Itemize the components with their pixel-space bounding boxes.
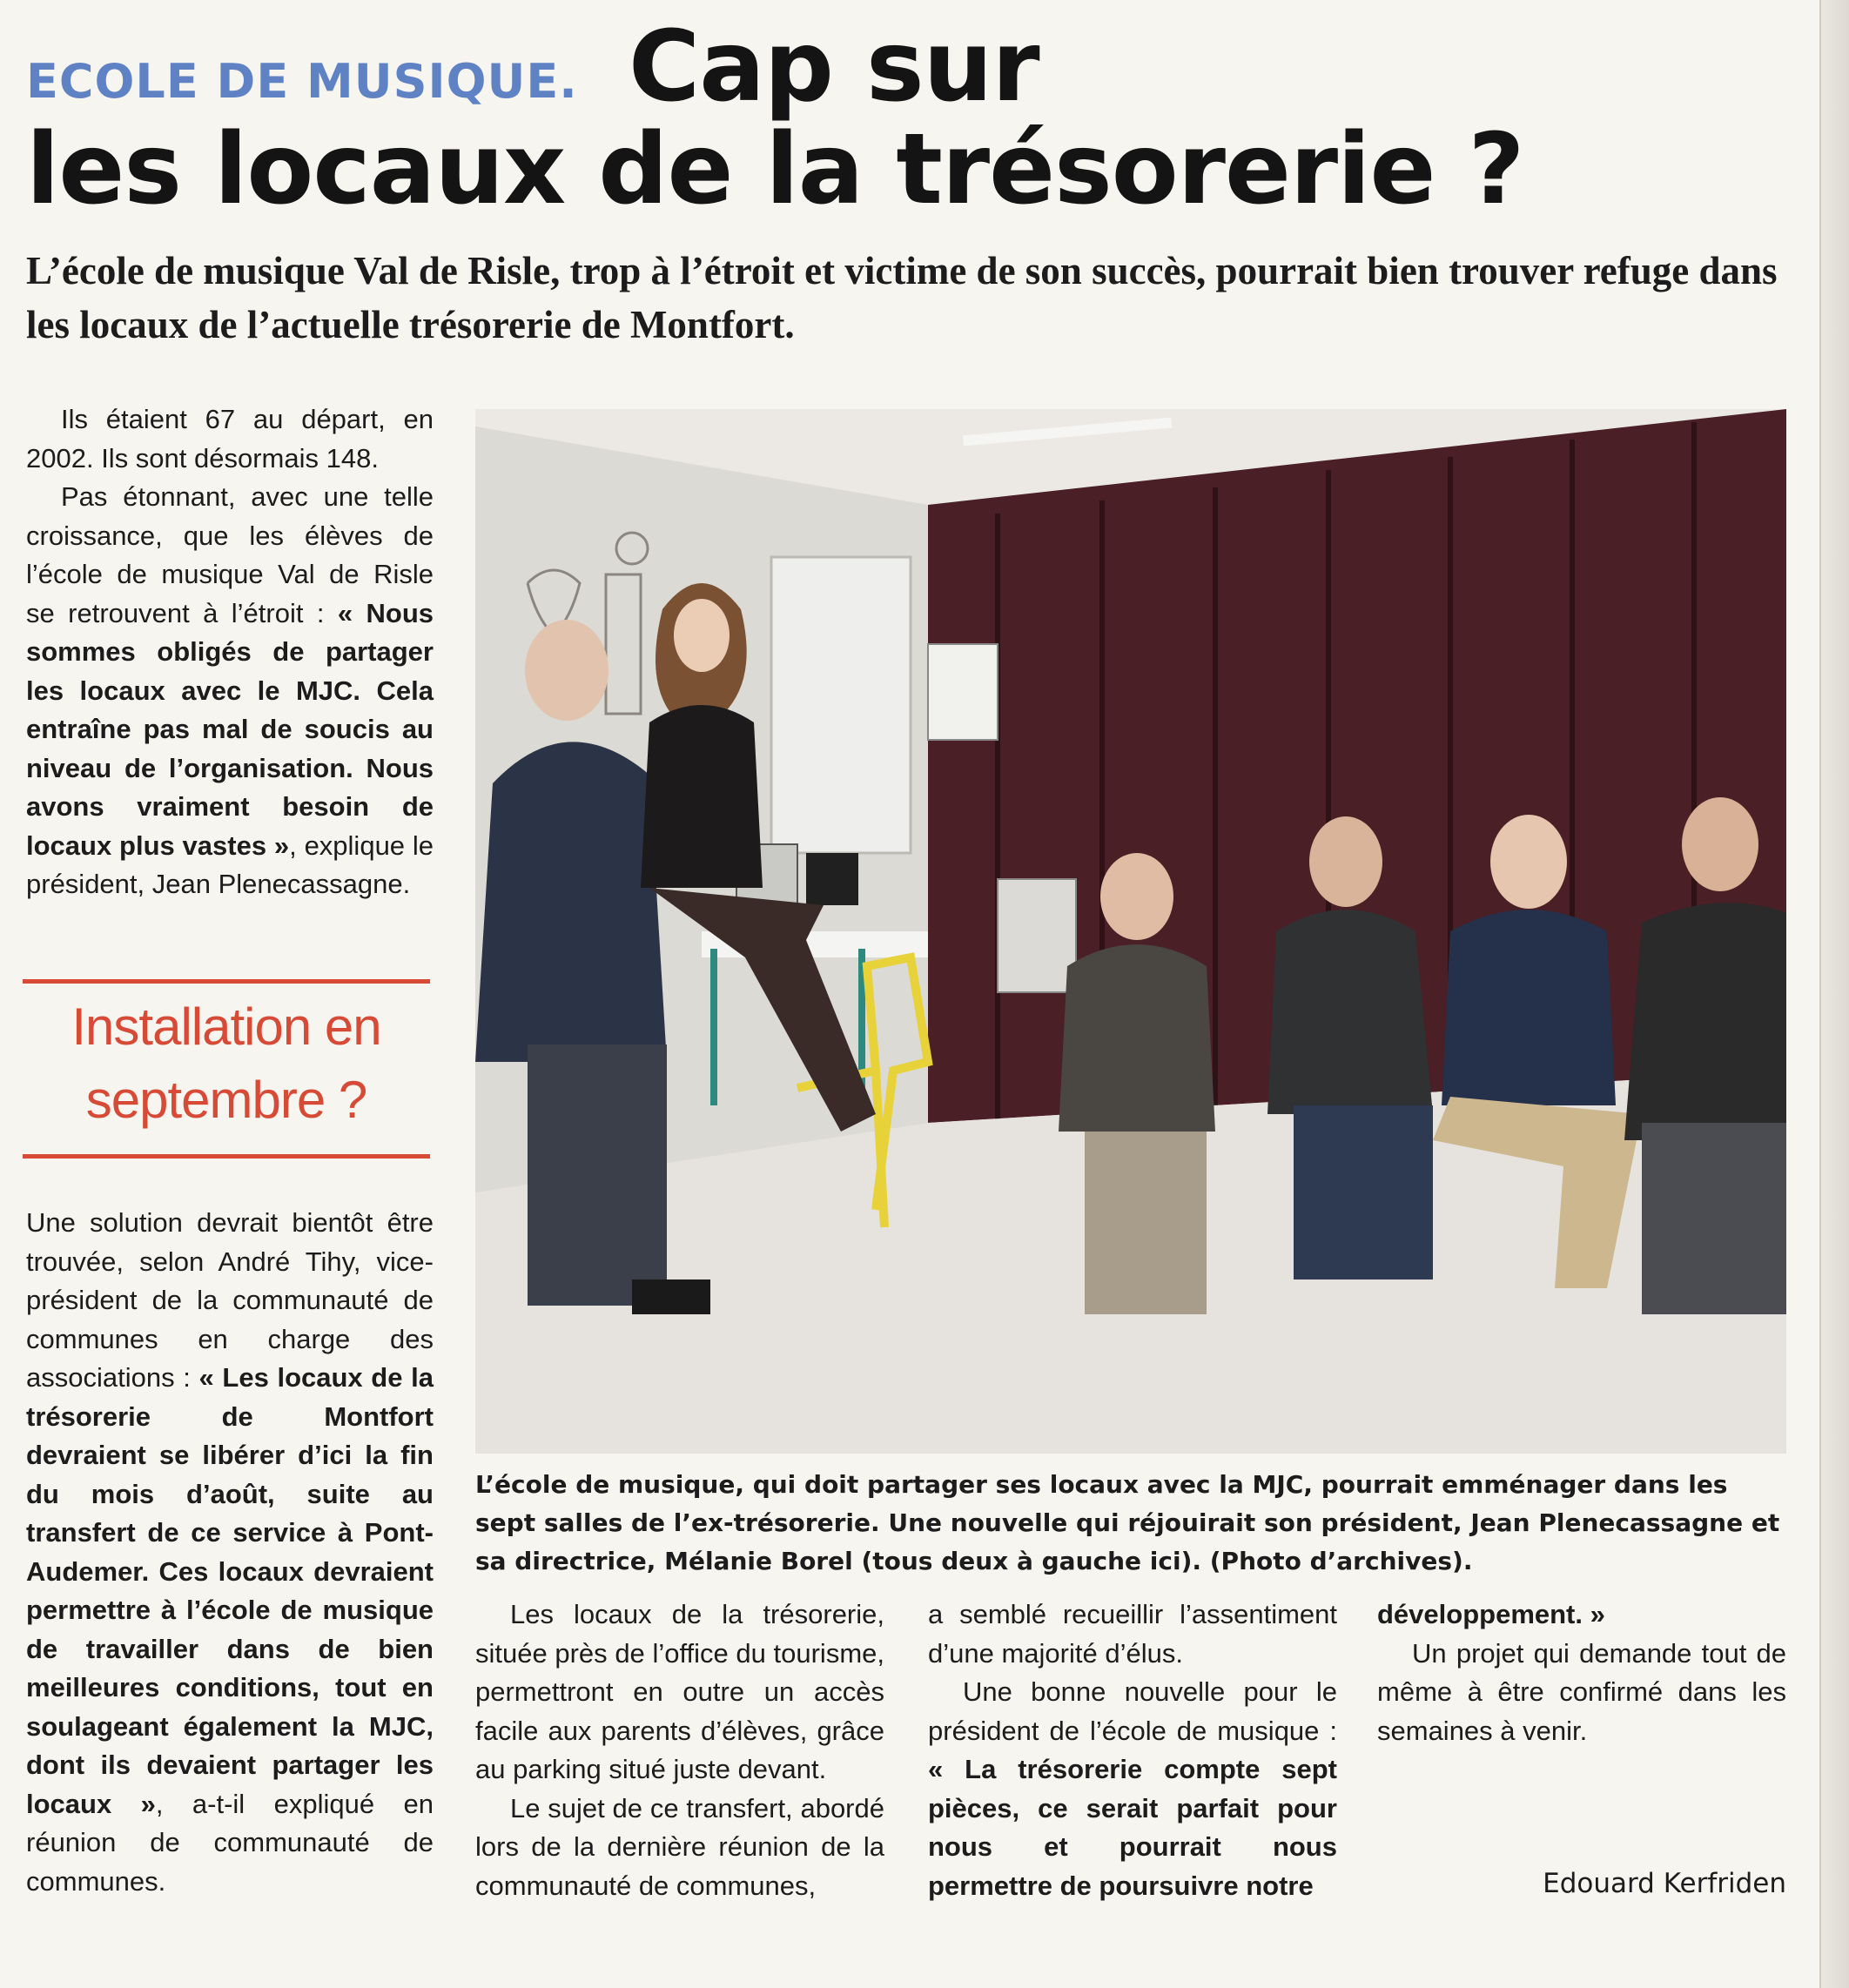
paragraph: Le sujet de ce transfert, abordé lors de la dernière réunion de la communauté de communes, xyxy=(475,1792,884,1901)
headline xyxy=(26,10,1750,226)
paragraph-intro: Pas étonnant, avec une telle croissance, que les élèves de l’école de musique Val de Risle se retrouvent à l’étroit : xyxy=(26,481,434,628)
paragraph-intro: Une solution devrait bientôt être trouvée, selon André Tihy, vice-président de la communauté de communes en charge des associations : xyxy=(26,1207,434,1393)
photo-caption: L’école de musique, qui doit partager ses locaux avec la MJC, pourrait emménager dans les sept salles de l’ex-trésorerie. Une nouvelle qui réjouirait son président, Jean Plenecassagne et sa directrice, Mélanie Borel (tous deux à gauche ici). (Photo d’archives). xyxy=(475,1470,1780,1575)
article-deck: L’école de musique Val de Risle, trop à l’étroit et victime de son succès, pourrait bien trouver refuge dans les locaux de l’actuelle trésorerie de Montfort. xyxy=(26,249,1778,346)
paragraph-outro: , a-t-il expliqué en réunion de communauté de communes. xyxy=(26,1788,434,1897)
paragraph-outro: , explique le président, Jean Plenecassagne. xyxy=(26,829,434,899)
president-quote-2: « La trésorerie compte sept pièces, ce serait parfait pour nous et pourrait nous permettre de poursuivre notre xyxy=(928,1754,1337,1901)
paragraph xyxy=(26,478,434,904)
text-column-2 xyxy=(475,1595,884,1905)
headline-line-1: Cap sur xyxy=(629,10,1039,124)
quote-end: développement. » xyxy=(1377,1599,1605,1629)
paragraph: Un projet qui demande tout de même à être confirmé dans les semaines à venir. xyxy=(1377,1637,1786,1746)
paragraph xyxy=(1377,1595,1786,1635)
section-kicker: ECOLE DE MUSIQUE. xyxy=(26,54,578,109)
paragraph: a semblé recueillir l’assentiment d’une majorité d’élus. xyxy=(928,1599,1337,1669)
text-column-1-continued xyxy=(26,1204,434,1901)
paragraph xyxy=(26,1204,434,1901)
paragraph xyxy=(928,1673,1337,1905)
paragraph: Les locaux de la trésorerie, située près de l’office du tourisme, permettront en outre un accès facile aux parents d’élèves, grâce au parking situé juste devant. xyxy=(475,1599,884,1784)
paragraph: Ils étaient 67 au départ, en 2002. Ils sont désormais 148. xyxy=(26,404,434,473)
vice-president-quote: « Les locaux de la trésorerie de Montfort devraient se libérer d’ici la fin du mois d’août, suite au transfert de ce service à Pont-Audemer. Ces locaux devraient permettre à l’école de musique de travailler dans de bien meilleures conditions, tout en soulageant également la MJC, dont ils devaient partager les locaux » xyxy=(26,1362,434,1819)
text-column-1 xyxy=(26,400,434,904)
adjacent-page-edge xyxy=(1819,0,1849,1988)
text-column-3 xyxy=(928,1595,1337,1905)
subheading: Installation en septembre ? xyxy=(71,997,381,1129)
headline-line-2: les locaux de la trésorerie ? xyxy=(26,113,1524,226)
text-column-4 xyxy=(1377,1595,1786,1750)
president-quote: « Nous sommes obligés de partager les locaux avec le MJC. Cela entraîne pas mal de soucis au niveau de l’organisation. Nous avons vraiment besoin de locaux plus vastes » xyxy=(26,597,434,861)
article-photo xyxy=(475,409,1786,1454)
byline: Edouard Kerfriden xyxy=(1543,1868,1786,1899)
paragraph-intro: Une bonne nouvelle pour le président de l’école de musique : xyxy=(928,1676,1337,1746)
